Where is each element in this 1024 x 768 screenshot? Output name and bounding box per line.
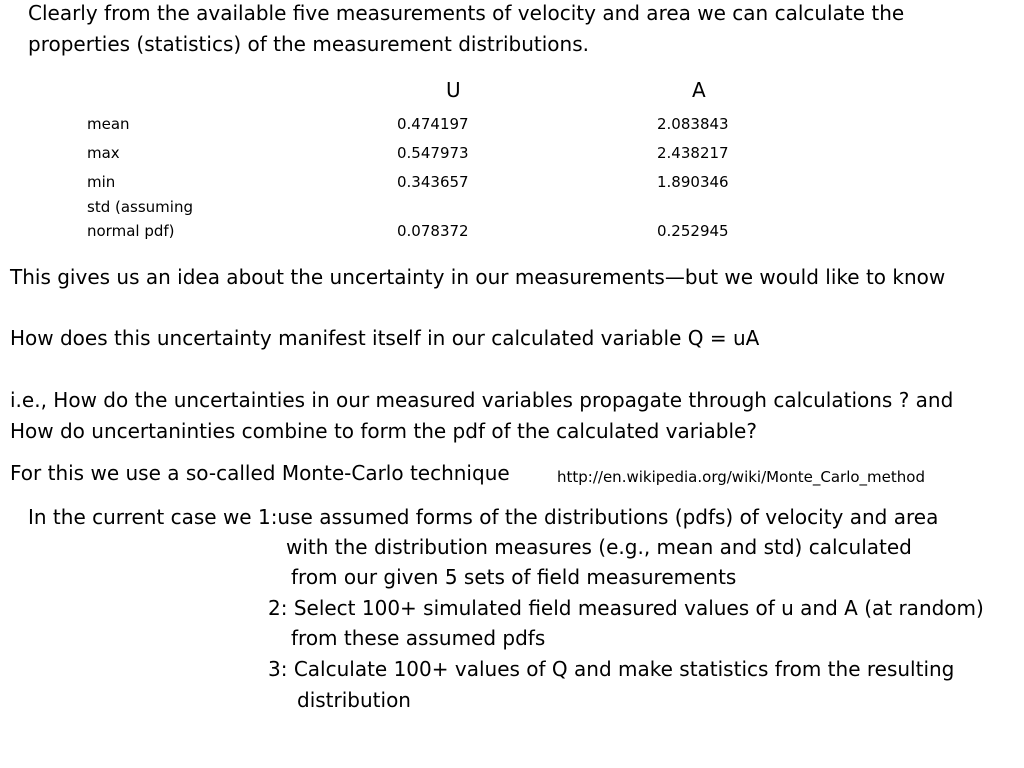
row-label-line-1: std (assuming [87,198,193,216]
step-1-line-3: from our given 5 sets of field measurements [291,565,737,589]
paragraph-monte-carlo: For this we use a so-called Monte-Carlo technique [10,461,510,485]
step-2-line-1: 2: Select 100+ simulated field measured values of u and A (at random) [268,596,984,620]
value-a: 1.890346 [657,173,729,191]
value-a: 2.083843 [657,115,729,133]
intro-line-1: Clearly from the available five measurements of velocity and area we can calculate the [28,1,905,25]
step-1-line-2: with the distribution measures (e.g., mean and std) calculated [286,535,912,559]
value-u: 0.547973 [397,144,469,162]
row-label: mean [87,115,130,133]
column-header-a: A [692,78,706,102]
row-label-line-2: normal pdf) [87,222,175,240]
row-label: max [87,144,120,162]
paragraph-propagate-line-2: How do uncertaninties combine to form the pdf of the calculated variable? [10,419,757,443]
step-3-line-2: distribution [297,688,411,712]
step-1-line-1: In the current case we 1:use assumed forms of the distributions (pdfs) of velocity and area [28,505,939,529]
wikipedia-link[interactable]: http://en.wikipedia.org/wiki/Monte_Carlo_method [557,468,925,486]
paragraph-question: How does this uncertainty manifest itself in our calculated variable Q = uA [10,326,760,350]
value-a: 0.252945 [657,222,729,240]
value-u: 0.078372 [397,222,469,240]
step-3-line-1: 3: Calculate 100+ values of Q and make statistics from the resulting [268,657,955,681]
intro-line-2: properties (statistics) of the measurement distributions. [28,32,589,56]
row-label: min [87,173,116,191]
value-u: 0.343657 [397,173,469,191]
column-header-u: U [446,78,461,102]
step-2-line-2: from these assumed pdfs [291,626,546,650]
paragraph-propagate-line-1: i.e., How do the uncertainties in our measured variables propagate through calculations ? and [10,388,954,412]
value-a: 2.438217 [657,144,729,162]
paragraph-uncertainty: This gives us an idea about the uncertainty in our measurements—but we would like to know [10,265,946,289]
value-u: 0.474197 [397,115,469,133]
